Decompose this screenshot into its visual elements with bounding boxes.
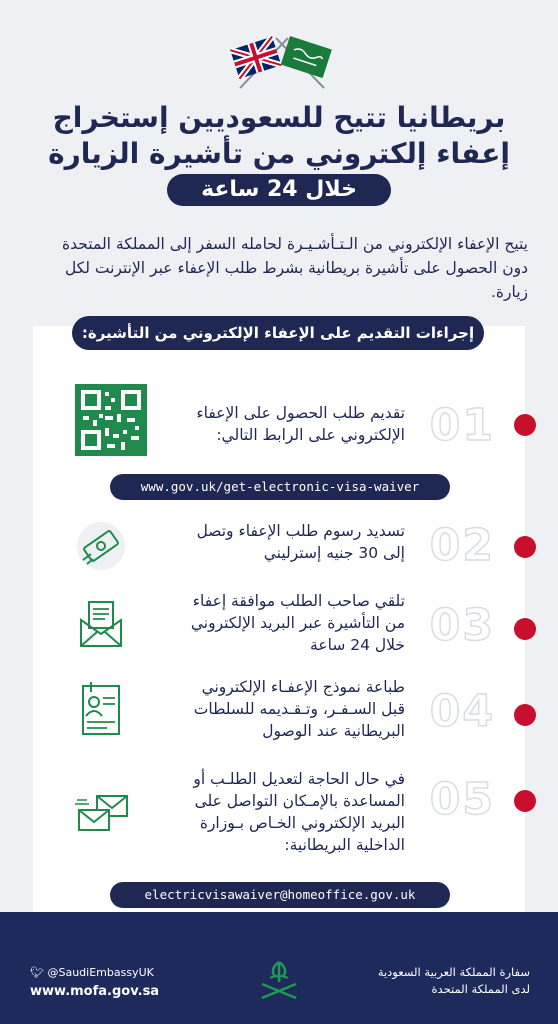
twitter-handle-text: @SaudiEmbassyUK [47, 966, 154, 979]
email-link[interactable]: electricvisawaiver@homeoffice.gov.uk [110, 882, 450, 908]
step-number: 05 [429, 774, 495, 825]
money-icon [75, 520, 127, 572]
headline-line-2: إعفاء إلكتروني من تأشيرة الزيارة [48, 137, 510, 170]
step-number: 04 [429, 686, 495, 737]
step-text: تقديم طلب الحصول على الإعفاء الإلكتروني على الرابط التالي: [196, 404, 405, 444]
step-bullet [514, 414, 536, 436]
step-03 [33, 588, 525, 664]
saudi-flag-icon [281, 36, 332, 78]
step-text: طباعة نموذج الإعفـاء الإلكتروني قبل السـفـر، وتـقـديمه للسلطات البريطانية عند الوصول [193, 678, 405, 740]
uk-flag-icon [230, 37, 281, 79]
step-number: 01 [429, 400, 495, 451]
footer [0, 912, 558, 1024]
twitter-icon: 🐦︎ [30, 966, 48, 979]
embassy-line-2: لدى المملكة المتحدة [431, 982, 530, 996]
step-02 [33, 516, 525, 576]
headline [0, 100, 558, 206]
step-text: في حال الحاجة لتعديل الطلـب أو المساعدة بالإمـكان التواصل على البريد الإلكتروني الخـاص بـوزارة الداخلية البريطانية: [193, 770, 405, 854]
visa-waiver-link[interactable]: www.gov.uk/get-electronic-visa-waiver [110, 474, 450, 500]
crossed-flags-icon [222, 30, 342, 90]
step-text: تسديد رسوم طلب الإعفاء وتصل إلى 30 جنيه إسترليني [196, 522, 405, 562]
step-number: 03 [429, 600, 495, 651]
step-bullet [514, 618, 536, 640]
step-text: تلقي صاحب الطلب موافقة إعفاء من التأشيرة عبر البريد الإلكتروني خلال 24 ساعة [190, 592, 405, 654]
step-04 [33, 674, 525, 750]
envelope-letter-icon [75, 598, 127, 650]
step-bullet [514, 704, 536, 726]
intro-paragraph [28, 232, 528, 304]
step-05 [33, 764, 525, 874]
emails-icon [75, 794, 131, 834]
intro-line-1: يتيح الإعفاء الإلكتروني من الـتـأشـيـرة لحامله السفر إلى المملكة المتحدة [62, 235, 528, 253]
headline-highlight: خلال 24 ساعة [167, 174, 391, 206]
saudi-emblem-icon [256, 958, 302, 1004]
qr-code-icon[interactable] [75, 384, 147, 456]
embassy-name [378, 964, 530, 998]
website-link[interactable]: www.mofa.gov.sa [30, 984, 160, 999]
headline-line-1: بريطانيا تتيح للسعوديين إستخراج [52, 101, 506, 134]
step-bullet [514, 790, 536, 812]
procedures-header: إجراءات التقديم على الإعفاء الإلكتروني من التأشيرة: [72, 316, 484, 350]
intro-line-2: دون الحصول على تأشيرة بريطانية بشرط طلب الإعفاء عبر الإنترنت لكل زيارة. [64, 259, 528, 301]
document-id-icon [75, 680, 127, 740]
step-01 [33, 380, 525, 470]
twitter-handle[interactable] [30, 966, 154, 979]
step-bullet [514, 536, 536, 558]
embassy-line-1: سفارة المملكة العربية السعودية [377, 965, 530, 979]
step-number: 02 [429, 520, 495, 571]
